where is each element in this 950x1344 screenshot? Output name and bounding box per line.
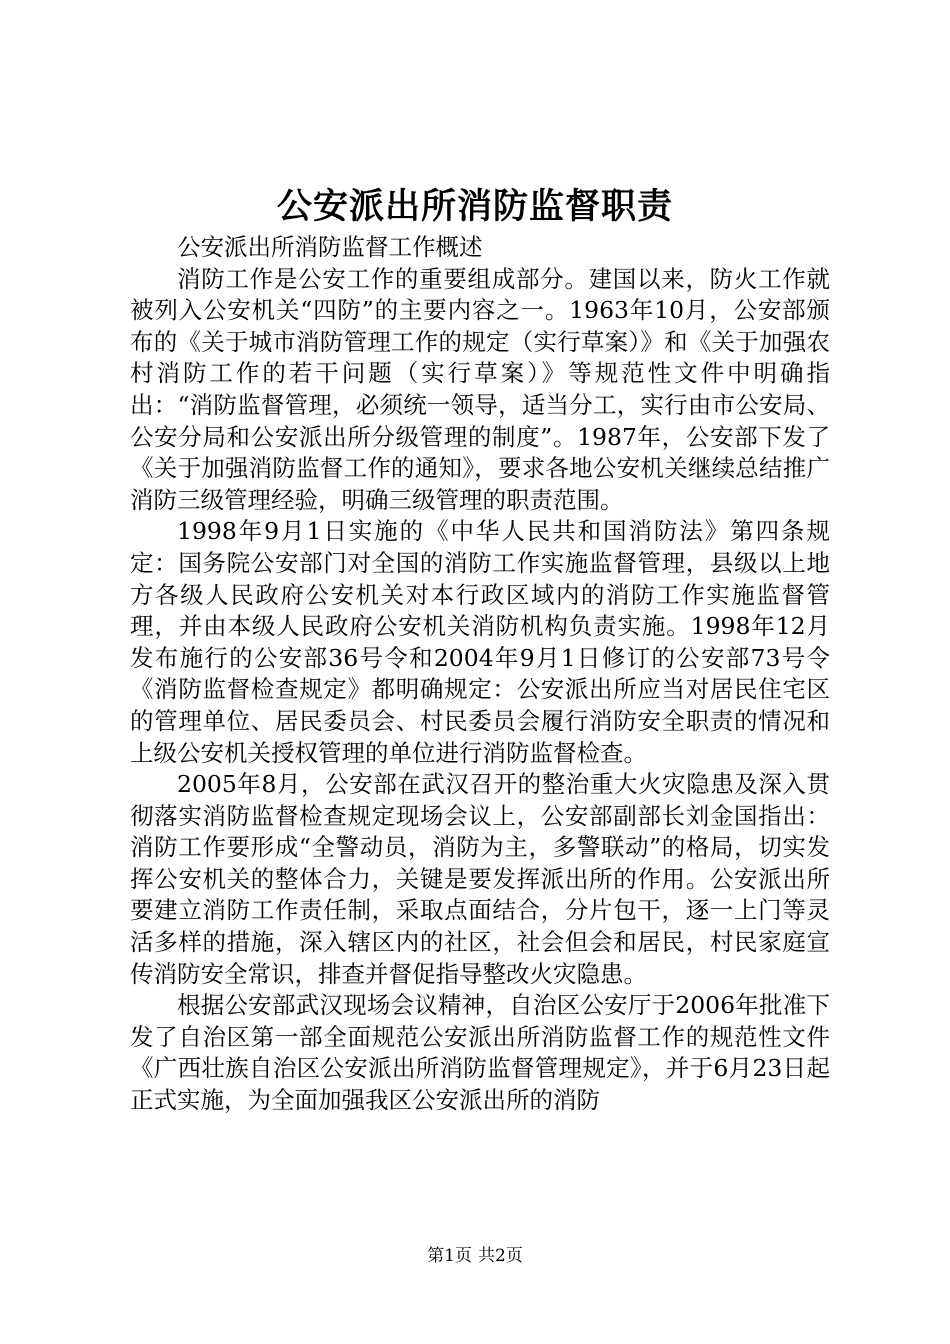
paragraph-2: 1998年9月1日实施的《中华人民共和国消防法》第四条规定：国务院公安部门对全国的消防工作实施监督管理，县级以上地方各级人民政府公安机关对本行政区域内的消防工作实施监督管理，并由本级人民政府公安机关消防机构负责实施。1998年12月发布施行的公安部36号令和2004年9月1日修订的公安部73号令《消防监督检查规定》都明确规定：公安派出所应当对居民住宅区的管理单位、居民委员会、村民委员会履行消防安全职责的情况和上级公安机关授权管理的单位进行消防监督检查。 xyxy=(130,517,830,767)
paragraph-3: 2005年8月，公安部在武汉召开的整治重大火灾隐患及深入贯彻落实消防监督检查规定现场会议上，公安部副部长刘金国指出：消防工作要形成“全警动员，消防为主，多警联动”的格局，切实发挥公安机关的整体合力，关键是要发挥派出所的作用。公安派出所要建立消防工作责任制，采取点面结合，分片包干，逐一上门等灵活多样的措施，深入辖区内的社区，社会但会和居民，村民家庭宣传消防安全常识，排查并督促指导整改火灾隐患。 xyxy=(130,770,830,988)
paragraph-4: 根据公安部武汉现场会议精神，自治区公安厅于2006年批准下发了自治区第一部全面规范公安派出所消防监督工作的规范性文件《广西壮族自治区公安派出所消防监督管理规定》，并于6月23日起正式实施，为全面加强我区公安派出所的消防 xyxy=(130,991,830,1115)
section-heading: 公安派出所消防监督工作概述 xyxy=(177,233,483,261)
document-body xyxy=(130,232,830,1117)
page-footer xyxy=(0,1244,950,1268)
page-number: 第1页 xyxy=(427,1246,472,1266)
document-title: 公安派出所消防监督职责 xyxy=(276,186,673,227)
paragraph-1: 消防工作是公安工作的重要组成部分。建国以来，防火工作就被列入公安机关“四防”的主要内容之一。1963年10月，公安部颁布的《关于城市消防管理工作的规定（实行草案）》和《关于加强农村消防工作的若干问题（实行草案）》等规范性文件中明确指出：“消防监督管理，必须统一领导，适当分工，实行由市公安局、公安分局和公安派出所分级管理的制度”。1987年，公安部下发了《关于加强消防监督工作的通知》，要求各地公安机关继续总结推广消防三级管理经验，明确三级管理的职责范围。 xyxy=(130,264,830,514)
page-total: 共2页 xyxy=(478,1246,523,1266)
